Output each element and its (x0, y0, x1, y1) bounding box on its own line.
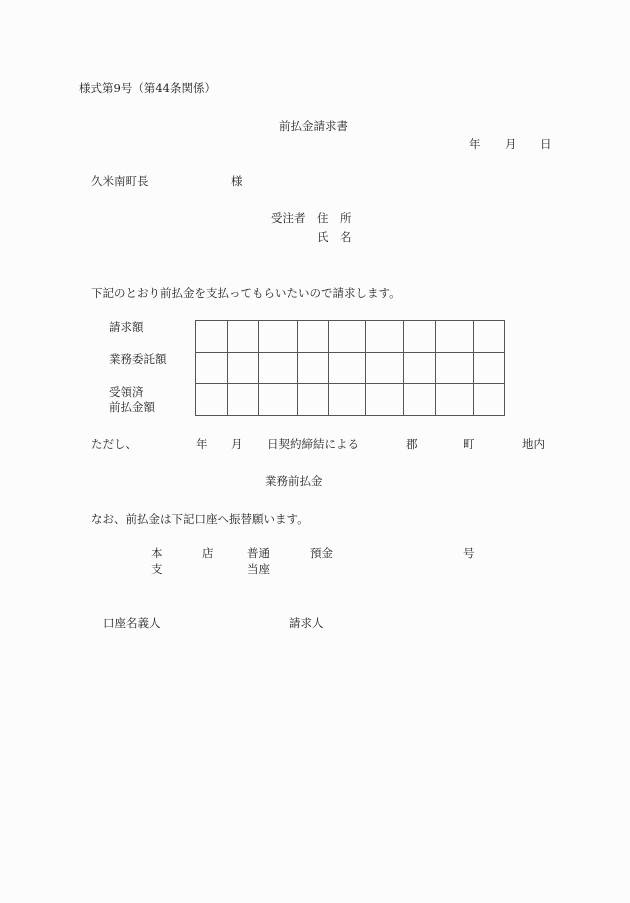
grid-row (196, 353, 505, 384)
proviso-county: 郡 (406, 437, 418, 451)
digit-cell[interactable] (228, 321, 259, 353)
proviso-contract-date: 日契約締結による (267, 437, 359, 451)
digit-cell[interactable] (259, 384, 298, 416)
intro-text: 下記のとおり前払金を支払ってもらいたいので請求します。 (91, 286, 401, 300)
account-number-suffix: 号 (463, 546, 475, 560)
grid-row (196, 321, 505, 353)
digit-cell[interactable] (298, 353, 329, 384)
digit-cell[interactable] (436, 353, 474, 384)
digit-cell[interactable] (298, 384, 329, 416)
proviso-area: 地内 (522, 437, 545, 451)
form-number: 様式第9号（第44条関係） (79, 81, 216, 95)
addressee-honorific: 様 (231, 174, 243, 188)
digit-cell[interactable] (228, 384, 259, 416)
digit-cell[interactable] (436, 384, 474, 416)
digit-cell[interactable] (436, 321, 474, 353)
digit-cell[interactable] (474, 321, 505, 353)
row-label-prepaid-amount: 前払金額 (109, 400, 155, 414)
amount-grid (195, 320, 505, 416)
digit-cell[interactable] (329, 321, 366, 353)
requester-label: 請求人 (289, 616, 324, 630)
proviso-town: 町 (463, 437, 475, 451)
digit-cell[interactable] (404, 321, 436, 353)
contractor-name-label: 氏 名 (317, 230, 352, 244)
bank-deposit: 預金 (310, 546, 333, 560)
grid-row (196, 384, 505, 416)
date-month-label: 月 (505, 137, 517, 151)
transfer-text: なお、前払金は下記口座へ振替願います。 (91, 512, 309, 526)
date-day-label: 日 (540, 137, 552, 151)
digit-cell[interactable] (404, 353, 436, 384)
contractor-label: 受注者 (271, 211, 306, 225)
proviso-month: 月 (231, 437, 243, 451)
proviso-prefix: ただし、 (91, 437, 137, 451)
account-holder-label: 口座名義人 (103, 616, 161, 630)
row-label-received: 受領済 (109, 385, 144, 399)
row-label-contract-amount: 業務委託額 (109, 352, 167, 366)
date-year-label: 年 (469, 137, 481, 151)
digit-cell[interactable] (474, 353, 505, 384)
bank-store: 店 (202, 546, 214, 560)
addressee-name: 久米南町長 (91, 174, 149, 188)
proviso-subject: 業務前払金 (265, 474, 323, 488)
digit-cell[interactable] (196, 384, 228, 416)
account-type-current: 当座 (247, 562, 270, 576)
digit-cell[interactable] (474, 384, 505, 416)
digit-cell[interactable] (228, 353, 259, 384)
digit-cell[interactable] (366, 353, 404, 384)
digit-cell[interactable] (259, 321, 298, 353)
digit-cell[interactable] (366, 384, 404, 416)
digit-cell[interactable] (404, 384, 436, 416)
account-type-ordinary: 普通 (247, 546, 270, 560)
digit-cell[interactable] (329, 384, 366, 416)
digit-cell[interactable] (366, 321, 404, 353)
digit-cell[interactable] (259, 353, 298, 384)
digit-cell[interactable] (329, 353, 366, 384)
bank-branch: 支 (151, 562, 163, 576)
row-label-request-amount: 請求額 (109, 320, 144, 334)
proviso-year: 年 (196, 437, 208, 451)
document-title: 前払金請求書 (279, 119, 348, 133)
contractor-address-label: 住 所 (317, 211, 352, 225)
bank-main-branch: 本 (151, 546, 163, 560)
digit-cell[interactable] (196, 353, 228, 384)
digit-cell[interactable] (196, 321, 228, 353)
digit-cell[interactable] (298, 321, 329, 353)
